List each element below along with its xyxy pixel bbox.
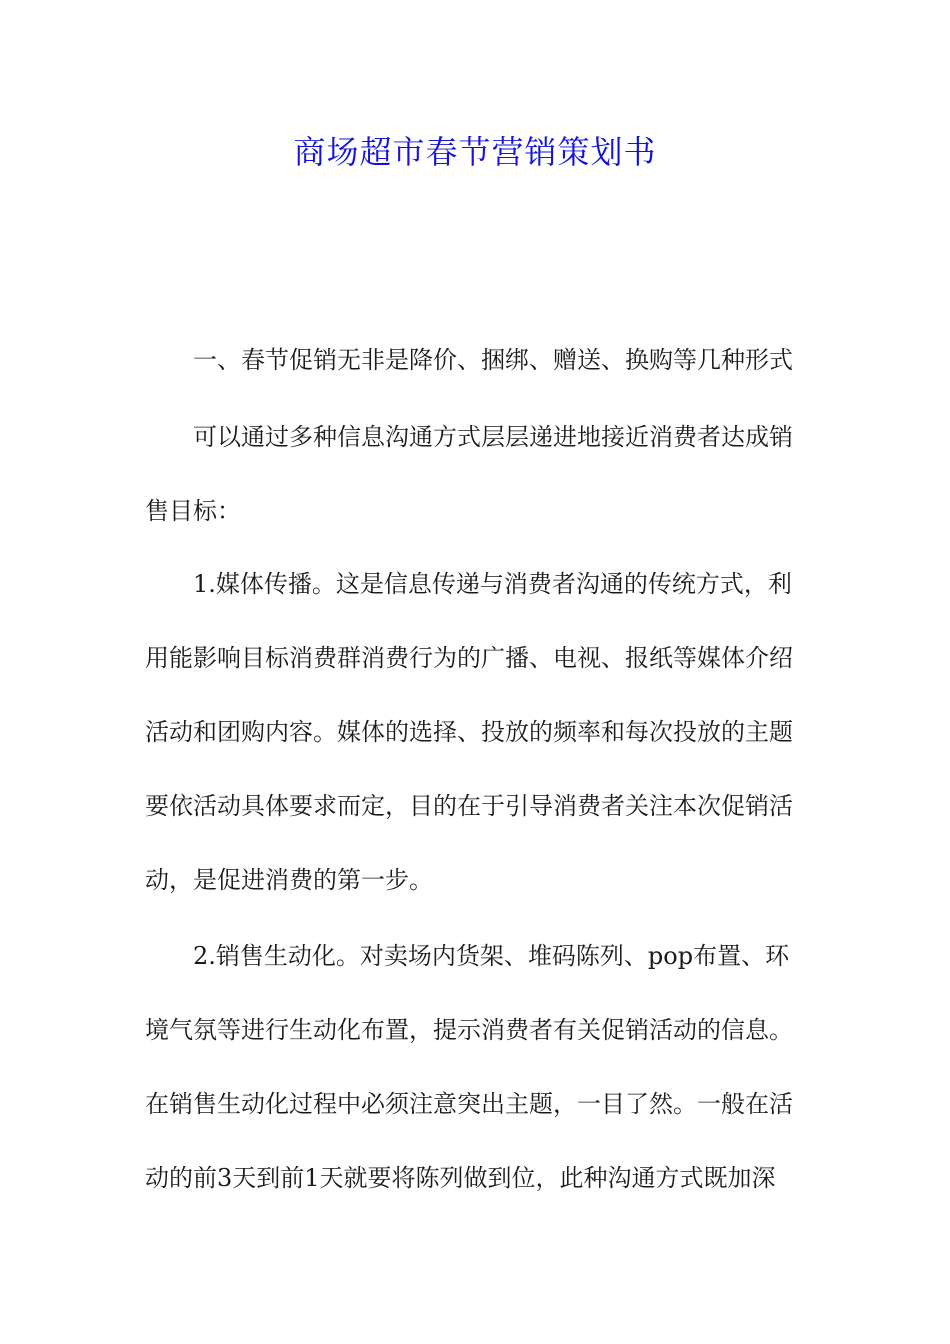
paragraph-line: 1.媒体传播。这是信息传递与消费者沟通的传统方式，利 <box>193 570 792 598</box>
paragraph-line: 动，是促进消费的第一步。 <box>145 866 433 894</box>
paragraph-line: 用能影响目标消费群消费行为的广播、电视、报纸等媒体介绍 <box>145 644 793 672</box>
paragraph-line: 一、春节促销无非是降价、捆绑、赠送、换购等几种形式 <box>193 346 793 374</box>
paragraph-line: 在销售生动化过程中必须注意突出主题，一目了然。一般在活 <box>145 1090 793 1118</box>
paragraph-line: 活动和团购内容。媒体的选择、投放的频率和每次投放的主题 <box>145 718 793 746</box>
paragraph-line: 动的前3天到前1天就要将陈列做到位，此种沟通方式既加深 <box>145 1164 776 1192</box>
paragraph-line: 可以通过多种信息沟通方式层层递进地接近消费者达成销 <box>193 423 793 451</box>
document-title: 商场超市春节营销策划书 <box>293 133 657 171</box>
paragraph-line: 售目标： <box>145 497 241 525</box>
paragraph-line: 境气氛等进行生动化布置，提示消费者有关促销活动的信息。 <box>145 1016 793 1044</box>
paragraph-line: 2.销售生动化。对卖场内货架、堆码陈列、pop布置、环 <box>193 942 790 970</box>
paragraph-line: 要依活动具体要求而定，目的在于引导消费者关注本次促销活 <box>145 792 793 820</box>
